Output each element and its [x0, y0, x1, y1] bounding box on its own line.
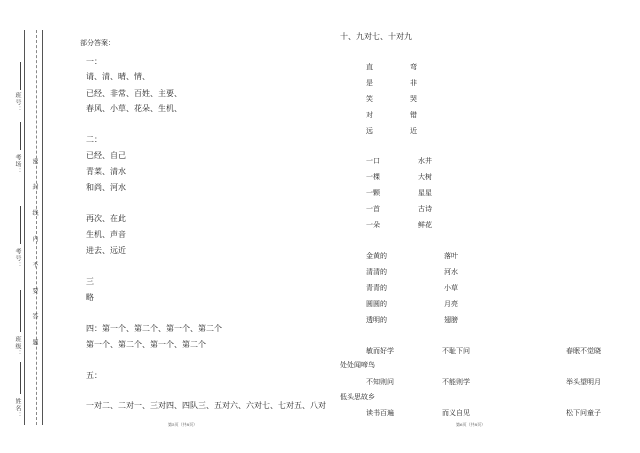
adjective-noun: 河水	[444, 268, 458, 276]
poem-line: 低头思故乡	[340, 393, 375, 401]
side-label-name: 姓名：	[14, 398, 21, 419]
measure-word: 一口	[366, 157, 380, 165]
idiom: 不知则问	[366, 378, 394, 386]
answer-line: 请、清、晴、情、	[86, 72, 150, 81]
adjective-noun: 翅膀	[444, 316, 458, 324]
side-label-exam-no: 考号：	[14, 248, 21, 269]
adjective: 金黄的	[366, 252, 387, 260]
seal-line-text: 密 封 线 内 不 要 答 题	[31, 158, 38, 355]
measure-word: 一颗	[366, 189, 380, 197]
answer-line: 生机、声音	[86, 230, 126, 239]
measure-noun: 水井	[418, 157, 432, 165]
adjective: 透明的	[366, 316, 387, 324]
measure-word: 一朵	[366, 221, 380, 229]
side-label-exam-room: 考场：	[14, 154, 21, 175]
adjective-noun: 落叶	[444, 252, 458, 260]
adjective: 圆圆的	[366, 300, 387, 308]
answer-line: 和尚、河水	[86, 183, 126, 192]
answer-line: 三	[86, 277, 94, 286]
answer-line: 青菜、清水	[86, 167, 126, 176]
antonym-left: 笑	[366, 95, 373, 103]
adjective: 青青的	[366, 284, 387, 292]
answer-line: 一对二、二对一、三对四、四队三、五对六、六对七、七对五、八对	[86, 401, 326, 410]
adjective-noun: 小草	[444, 284, 458, 292]
poem-line: 处处闻啼鸟	[340, 361, 375, 369]
antonym-left: 对	[366, 111, 373, 119]
answer-line: 进去、远近	[86, 246, 126, 255]
antonym-left: 直	[366, 63, 373, 71]
side-underline	[20, 62, 21, 90]
answer-line: 五：	[86, 371, 102, 380]
antonym-right: 哭	[410, 95, 417, 103]
side-underline	[20, 290, 21, 332]
page-footer-left: 第5页（共8页）	[168, 422, 198, 427]
measure-noun: 星星	[418, 189, 432, 197]
answer-line: 略	[86, 293, 94, 302]
answer-line: 一：	[86, 57, 102, 66]
side-label-class-no: 班号：	[14, 92, 21, 113]
idiom: 不耻下问	[442, 347, 470, 355]
answer-line: 春风、小草、花朵、生机、	[86, 104, 182, 113]
antonym-left: 远	[366, 127, 373, 135]
antonym-right: 弯	[410, 63, 417, 71]
side-underline	[20, 206, 21, 244]
answer-line: 第一个、第二个、第一个、第二个	[86, 340, 206, 349]
antonym-right: 非	[410, 79, 417, 87]
answer-line: 二：	[86, 135, 102, 144]
answer-line: 四：第一个、第二个、第一个、第二个	[86, 324, 222, 333]
antonym-right: 近	[410, 127, 417, 135]
poem-line: 春眠不觉晓	[566, 347, 601, 355]
section-ten-header: 十、九对七、十对九	[340, 32, 412, 41]
adjective: 清清的	[366, 268, 387, 276]
idiom: 敏而好学	[366, 347, 394, 355]
measure-word: 一首	[366, 205, 380, 213]
answer-line: 已经、自己	[86, 151, 126, 160]
margin-line-outer	[24, 30, 25, 425]
measure-noun: 古诗	[418, 205, 432, 213]
antonym-right: 错	[410, 111, 417, 119]
answer-line: 再次、在此	[86, 214, 126, 223]
side-label-class: 班级：	[14, 336, 21, 357]
page-footer-right: 第6页（共8页）	[456, 422, 486, 427]
idiom: 而义自见	[442, 409, 470, 417]
poem-line: 举头望明月	[566, 378, 601, 386]
answer-line: 已经、非常、百姓、主要、	[86, 89, 182, 98]
measure-word: 一棵	[366, 173, 380, 181]
measure-noun: 鲜花	[418, 221, 432, 229]
side-underline	[20, 362, 21, 394]
poem-line: 松下问童子	[566, 409, 601, 417]
answer-header: 部分答案：	[80, 39, 115, 47]
idiom: 读书百遍	[366, 409, 394, 417]
measure-noun: 大树	[418, 173, 432, 181]
side-underline	[20, 122, 21, 150]
idiom: 不能则学	[442, 378, 470, 386]
antonym-left: 是	[366, 79, 373, 87]
adjective-noun: 月亮	[444, 300, 458, 308]
margin-line-inner	[42, 30, 43, 425]
